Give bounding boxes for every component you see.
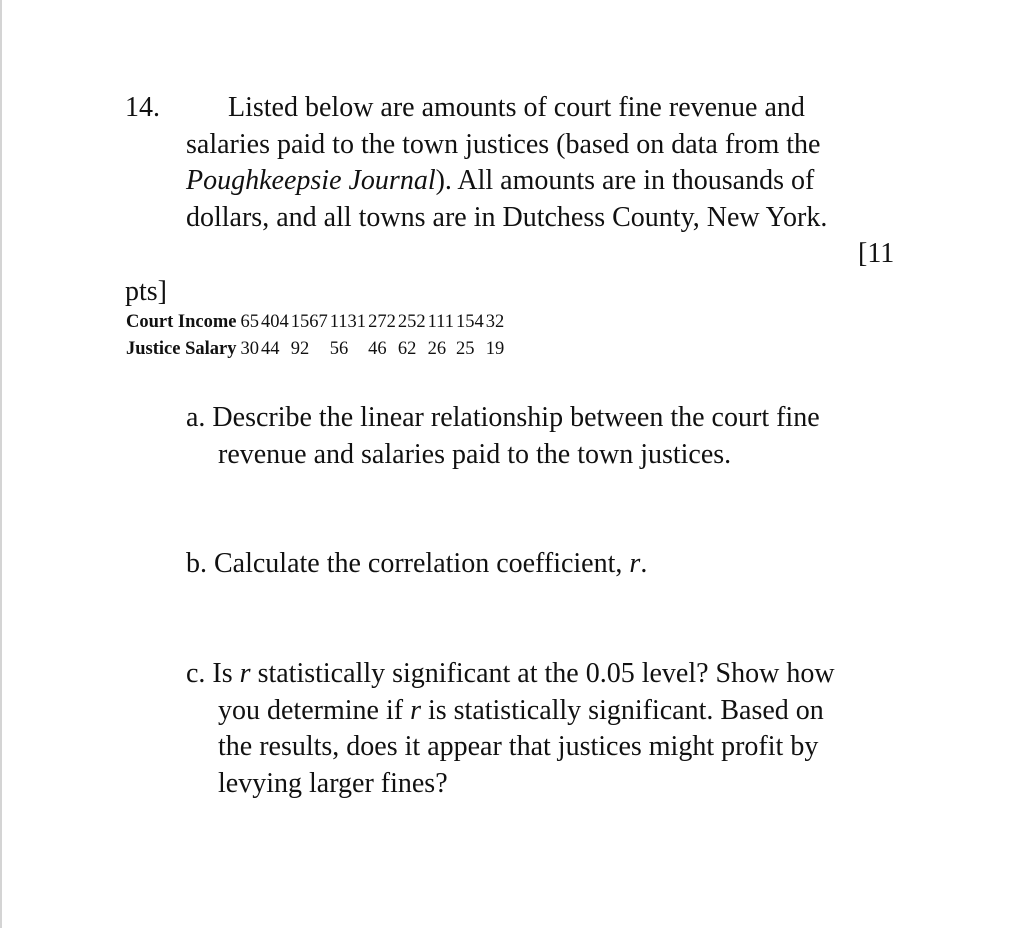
intro-line-1: Listed below are amounts of court fine revenue and <box>228 92 805 123</box>
row-header: Justice Salary <box>126 339 237 359</box>
table-cell: 272 <box>368 312 396 332</box>
question-a-line-2: revenue and salaries paid to the town justices. <box>218 438 732 470</box>
table-cell: 32 <box>485 312 505 332</box>
question-b-line-1 <box>186 546 926 583</box>
points-label-end: pts] <box>125 276 167 307</box>
question-b <box>186 546 926 583</box>
table-cell: 30 <box>240 339 259 359</box>
variable-r: r <box>239 658 251 689</box>
question-c-text-1b: statistically significant at the 0.05 level? Show how <box>250 658 835 689</box>
table-cell: 25 <box>455 339 475 359</box>
question-b-period: . <box>640 548 648 579</box>
intro-line-3-rest: ). All amounts are in thousands of <box>435 165 815 196</box>
table-cell: 404 <box>260 312 289 332</box>
question-c-text-2a: you determine if <box>218 694 411 726</box>
question-c-text-1a: c. Is <box>186 658 240 689</box>
table-row-court-income <box>126 309 506 336</box>
table-cell: 65 <box>240 312 259 332</box>
question-c-line-4: levying larger fines? <box>218 767 448 799</box>
problem-intro <box>186 90 906 236</box>
table-cell: 19 <box>485 339 505 359</box>
intro-line-3 <box>186 163 906 200</box>
table-cell: 1131 <box>329 312 367 332</box>
question-c <box>186 656 926 802</box>
variable-r: r <box>629 548 641 579</box>
table-cell: 56 <box>329 339 349 359</box>
question-c-text-2b: is statistically significant. Based on <box>420 694 824 726</box>
question-a-line-1: a. Describe the linear relationship between the court fine <box>186 402 820 433</box>
table-cell: 46 <box>368 339 387 359</box>
question-c-line-1 <box>186 656 926 693</box>
question-b-text: b. Calculate the correlation coefficient, <box>186 548 630 579</box>
table-cell: 44 <box>260 339 280 359</box>
table-cell: 62 <box>397 339 417 359</box>
table-cell: 26 <box>427 339 447 359</box>
table-row-justice-salary <box>126 336 506 363</box>
intro-line-4: dollars, and all towns are in Dutchess County, New York. <box>186 201 828 233</box>
points-label-start: [11 <box>858 238 895 269</box>
question-c-line-2 <box>186 693 926 730</box>
table-cell: 111 <box>427 312 454 332</box>
table-cell: 154 <box>455 312 484 332</box>
row-header: Court Income <box>126 312 237 332</box>
page-left-edge <box>0 0 2 928</box>
table-cell: 1567 <box>290 312 328 332</box>
question-c-line-3: the results, does it appear that justices might profit by <box>218 731 819 762</box>
table-cell: 252 <box>397 312 426 332</box>
question-a <box>186 400 926 473</box>
source-title: Poughkeepsie Journal <box>186 165 436 196</box>
table-cell: 92 <box>290 339 310 359</box>
variable-r: r <box>410 694 421 726</box>
data-table <box>126 309 506 363</box>
intro-line-2: salaries paid to the town justices (based on data from the <box>186 128 821 160</box>
problem-number: 14. <box>125 92 160 123</box>
